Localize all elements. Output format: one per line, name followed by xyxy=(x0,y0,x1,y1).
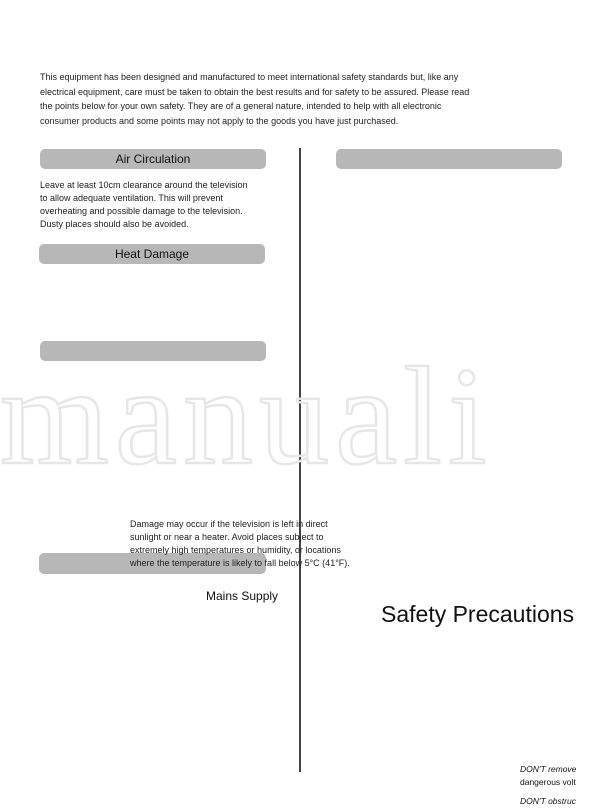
heat-damage-heading-label: Heat Damage xyxy=(114,247,190,261)
heat-damage-text xyxy=(130,518,350,570)
footer-line: DON'T obstruc xyxy=(520,796,576,806)
watermark-text: manuali xyxy=(0,339,493,475)
heat-damage-line: Damage may occur if the television is left in direct xyxy=(130,519,328,529)
intro-line: the points below for your own safety. They are of a general nature, intended to help with all electronic xyxy=(40,101,442,111)
air-circulation-line: Leave at least 10cm clearance around the television xyxy=(40,180,248,190)
intro-line: consumer products and some points may not apply to the goods you have just purchased. xyxy=(40,115,399,126)
heat-damage-line: where the temperature is likely to fall below 5°C (41°F). xyxy=(130,558,350,568)
mains-supply-heading: Mains Supply xyxy=(206,589,279,603)
air-circulation-heading-label: Air Circulation xyxy=(115,152,191,166)
heat-damage-heading xyxy=(39,244,265,264)
footer-line: DON'T remove xyxy=(520,764,577,774)
column-divider xyxy=(299,148,301,772)
footer-line: dangerous volt xyxy=(520,777,576,787)
page-title: Safety Precautions xyxy=(381,601,575,627)
intro-line: electrical equipment, care must be taken to obtain the best results and for safety to be assured. Please read xyxy=(40,86,470,97)
heat-damage-line: extremely high temperatures or humidity, or locations xyxy=(130,545,341,555)
intro-line: This equipment has been designed and manufactured to meet international safety standards but, like any xyxy=(40,72,459,82)
air-circulation-line: Dusty places should also be avoided. xyxy=(40,219,189,229)
air-circulation-text xyxy=(40,179,255,231)
air-circulation-heading xyxy=(40,149,266,169)
section-heading-bar-empty xyxy=(40,341,266,361)
air-circulation-line: to allow adequate ventilation. This will prevent xyxy=(40,193,223,203)
right-column-heading-bar xyxy=(336,149,562,169)
intro-paragraph xyxy=(40,70,480,128)
heat-damage-line: sunlight or near a heater. Avoid places subject to xyxy=(130,532,324,542)
air-circulation-line: overheating and possible damage to the television. xyxy=(40,206,243,216)
